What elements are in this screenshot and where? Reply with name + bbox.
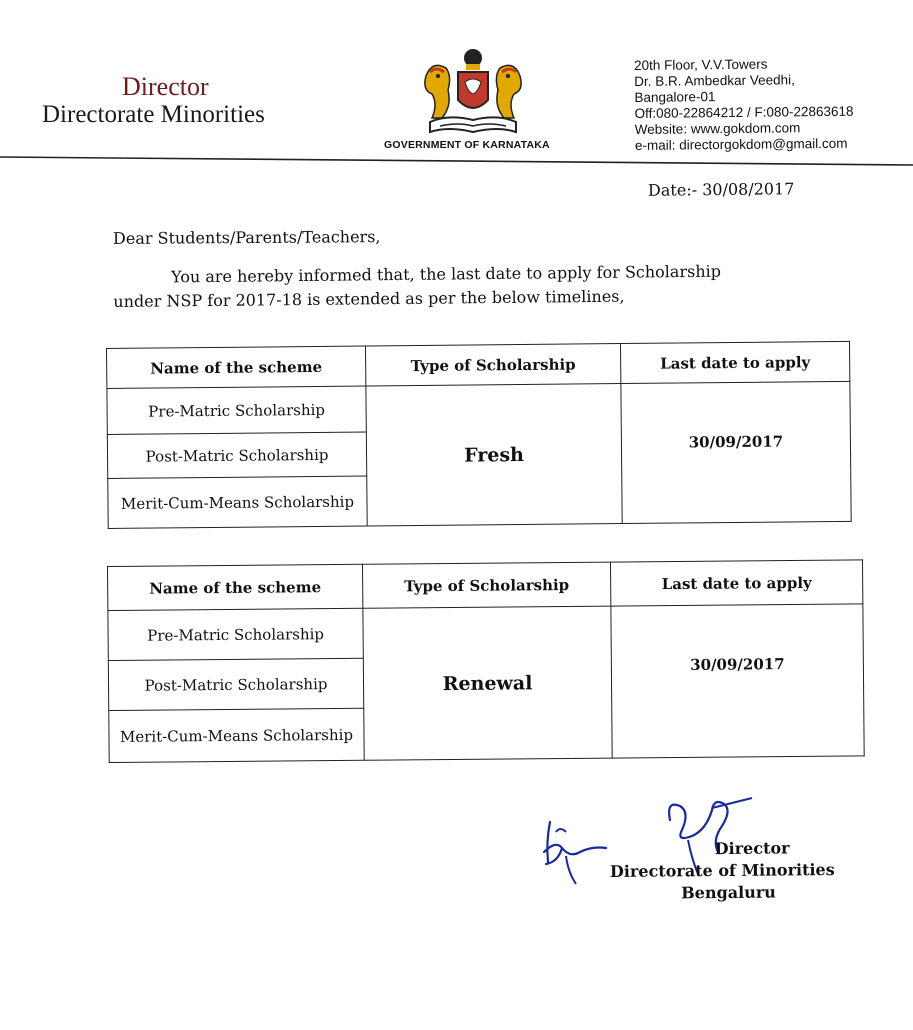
notice-paragraph — [113, 259, 813, 314]
signatory-city: Bengaluru — [681, 882, 776, 903]
renewal-scholarship-table — [107, 559, 865, 763]
table-header-row — [108, 560, 863, 611]
letter-date: Date:- 30/08/2017 — [647, 179, 795, 200]
last-date-value: 30/09/2017 — [621, 381, 851, 523]
table-row — [107, 381, 850, 434]
karnataka-emblem-icon — [418, 46, 528, 138]
scheme-name: Merit-Cum-Means Scholarship — [108, 476, 367, 528]
paragraph-line: You are hereby informed that, the last date to apply for Scholarship — [171, 261, 722, 287]
letterhead-address — [634, 56, 854, 154]
signature-block — [610, 837, 835, 905]
signatory-title: Director — [714, 838, 790, 859]
header-type: Type of Scholarship — [362, 562, 610, 608]
scholarship-type: Renewal — [363, 606, 612, 760]
header-scheme: Name of the scheme — [107, 346, 366, 388]
email-line: e-mail: directorgokdom@gmail.com — [634, 135, 848, 153]
website-line: Website: www.gokdom.com — [634, 120, 801, 137]
address-line: 20th Floor, V.V.Towers — [634, 56, 768, 73]
scheme-name: Pre-Matric Scholarship — [107, 386, 366, 434]
letterhead-department: Directorate Minorities — [42, 101, 265, 128]
address-line: Dr. B.R. Ambedkar Veedhi, — [634, 72, 795, 89]
table-row — [108, 604, 863, 661]
paragraph-line: under NSP for 2017-18 is extended as per the below timelines, — [113, 286, 625, 311]
salutation: Dear Students/Parents/Teachers, — [112, 227, 381, 248]
header-scheme: Name of the scheme — [108, 564, 363, 610]
scheme-name: Post-Matric Scholarship — [108, 658, 363, 710]
letterhead-divider — [0, 155, 913, 169]
last-date-value: 30/09/2017 — [611, 604, 864, 758]
letterhead-title: Director — [122, 72, 209, 101]
phone-fax-line: Off:080-22864212 / F:080-22863618 — [634, 103, 854, 121]
scheme-name: Pre-Matric Scholarship — [108, 608, 363, 660]
header-last-date: Last date to apply — [610, 560, 862, 606]
scholarship-type: Fresh — [366, 384, 622, 526]
emblem-caption: GOVERNMENT OF KARNATAKA — [384, 139, 550, 151]
scheme-name: Post-Matric Scholarship — [107, 432, 366, 478]
fresh-scholarship-table — [106, 341, 852, 529]
scheme-name: Merit-Cum-Means Scholarship — [109, 708, 364, 762]
initials-signature — [536, 812, 616, 892]
header-last-date: Last date to apply — [620, 341, 849, 383]
signatory-department: Directorate of Minorities — [609, 860, 835, 881]
header-type: Type of Scholarship — [365, 344, 620, 386]
address-line: Bangalore-01 — [634, 89, 716, 105]
table-header-row — [107, 341, 850, 388]
